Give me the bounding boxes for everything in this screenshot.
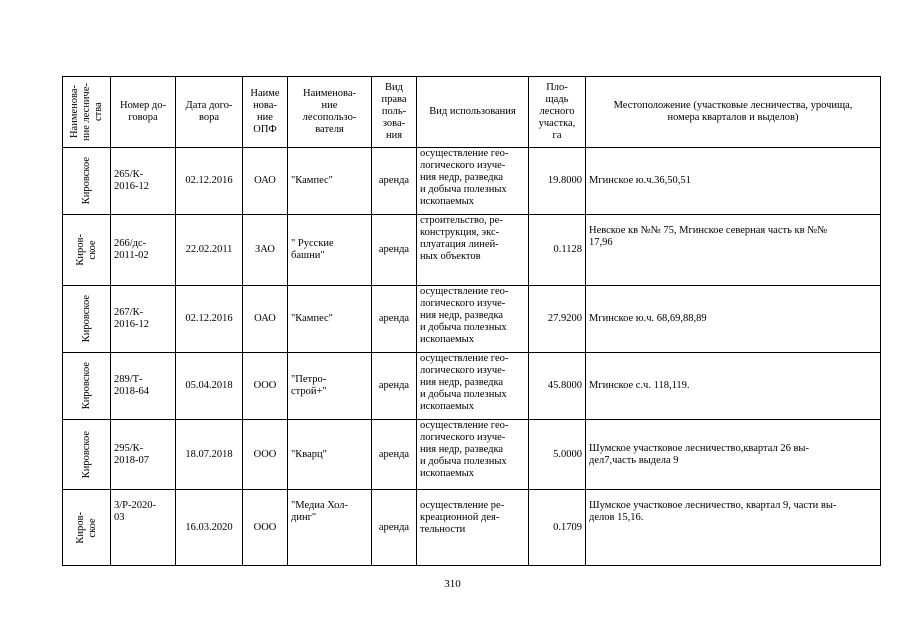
cell-user: "Петро- строй+" [288,353,372,420]
cell-area: 19.8000 [529,148,586,215]
header-contract-no: Номер до- говора [111,77,176,148]
table-row [63,148,881,215]
cell-location: Мгинское с.ч. 118,119. [586,353,881,420]
cell-forestry [63,286,111,353]
cell-user: "Кампес" [288,286,372,353]
cell-contract-no: 265/К- 2016-12 [111,148,176,215]
cell-contract-date: 18.07.2018 [176,420,243,490]
cell-usage: осуществление ре- креационной дея- тельности [417,490,529,566]
cell-right-type: аренда [372,490,417,566]
cell-user: " Русские башни" [288,215,372,286]
cell-contract-date: 22.02.2011 [176,215,243,286]
cell-contract-no: 266/дс- 2011-02 [111,215,176,286]
table-row [63,215,881,286]
cell-forestry [63,490,111,566]
header-location: Местоположение (участковые лесничества, урочища, номера кварталов и выделов) [586,77,881,148]
table-row [63,286,881,353]
cell-right-type: аренда [372,148,417,215]
cell-usage: осуществление гео- логического изуче- ния недр, разведка и добыча полезных ископаемых [417,420,529,490]
table-row [63,490,881,566]
forestry-label: Киров- ское [74,234,98,266]
header-forestry-label: Наименова- ние лесниче- ства [68,82,104,142]
page-number: 310 [444,578,461,590]
cell-area: 45.8000 [529,353,586,420]
forest-use-table [62,76,881,566]
cell-contract-date: 16.03.2020 [176,490,243,566]
forestry-label: Киров- ское [74,511,98,544]
header-user: Наименова- ние лесопользо- вателя [288,77,372,148]
cell-contract-date: 02.12.2016 [176,148,243,215]
cell-contract-no: 3/Р-2020- 03 [111,490,176,566]
forestry-label: Кировское [80,295,92,343]
cell-location: Мгинское ю.ч.36,50,51 [586,148,881,215]
cell-user: "Медиа Хол- динг" [288,490,372,566]
cell-forestry [63,215,111,286]
cell-forestry [63,148,111,215]
cell-user: "Кварц" [288,420,372,490]
cell-forestry [63,420,111,490]
cell-opf: ООО [243,353,288,420]
cell-contract-date: 05.04.2018 [176,353,243,420]
cell-opf: ОАО [243,286,288,353]
header-usage: Вид использования [417,77,529,148]
forestry-label: Кировское [80,157,92,205]
cell-location: Невское кв №№ 75, Мгинское северная часть кв №№ 17,96 [586,215,881,286]
header-opf: Наиме нова- ние ОПФ [243,77,288,148]
cell-contract-date: 02.12.2016 [176,286,243,353]
cell-usage: осуществление гео- логического изуче- ния недр, разведка и добыча полезных ископаемых [417,148,529,215]
header-contract-date: Дата дого- вора [176,77,243,148]
cell-contract-no: 295/К- 2018-07 [111,420,176,490]
cell-area: 5.0000 [529,420,586,490]
cell-right-type: аренда [372,286,417,353]
cell-right-type: аренда [372,215,417,286]
cell-user: "Кампес" [288,148,372,215]
table-header-row [63,77,881,148]
cell-location: Шумское участковое лесничество,квартал 26 вы- дел7,часть выдела 9 [586,420,881,490]
table-row [63,353,881,420]
cell-opf: ОАО [243,148,288,215]
cell-location: Мгинское ю.ч. 68,69,88,89 [586,286,881,353]
header-area: Пло- щадь лесного участка, га [529,77,586,148]
cell-right-type: аренда [372,353,417,420]
cell-forestry [63,353,111,420]
cell-area: 0.1128 [529,215,586,286]
header-forestry [63,77,111,148]
forestry-label: Кировское [80,362,92,410]
cell-area: 0.1709 [529,490,586,566]
forestry-label: Кировское [80,430,92,479]
cell-right-type: аренда [372,420,417,490]
header-right-type: Вид права поль- зова- ния [372,77,417,148]
cell-opf: ООО [243,490,288,566]
cell-opf: ЗАО [243,215,288,286]
cell-contract-no: 289/Т- 2018-64 [111,353,176,420]
cell-location: Шумское участковое лесничество, квартал 9, части вы- делов 15,16. [586,490,881,566]
cell-usage: осуществление гео- логического изуче- ния недр, разведка и добыча полезных ископаемых [417,286,529,353]
cell-opf: ООО [243,420,288,490]
cell-area: 27.9200 [529,286,586,353]
cell-usage: строительство, ре- конструкция, экс- плуатация линей- ных объектов [417,215,529,286]
cell-contract-no: 267/К- 2016-12 [111,286,176,353]
table-row [63,420,881,490]
cell-usage: осуществление гео- логического изуче- ния недр, разведка и добыча полезных ископаемых [417,353,529,420]
